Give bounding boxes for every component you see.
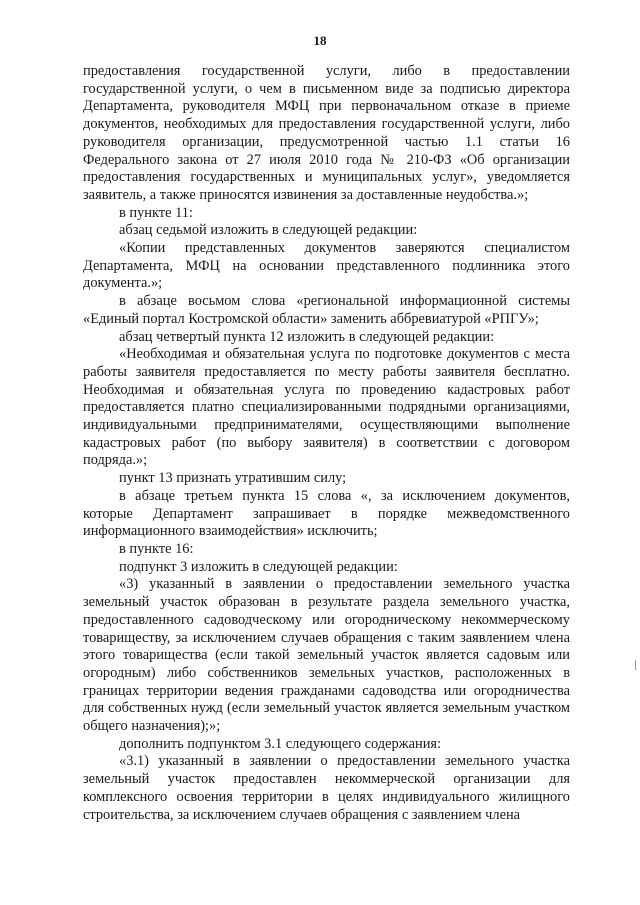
paragraph-point-11: в пункте 11:	[119, 204, 193, 221]
scan-edge-mark	[635, 660, 636, 670]
paragraph-subpoint-3-1-quote: «3.1) указанный в заявлении о предоставлении земельного участка земельный участок предоставлен некоммерческой организации для комплексного освоения территории в целях индивидуального жилищного строительства, за исключением случаев обращения с заявлением члена	[83, 753, 570, 823]
paragraph-point-15: в абзаце третьем пункта 15 слова «, за исключением документов, которые Департамент запрашивает в порядке межведомственного информационного взаимодействия» исключить;	[83, 487, 570, 540]
paragraph-point-13: пункт 13 признать утратившим силу;	[119, 470, 347, 487]
paragraph-seventh-clause: абзац седьмой изложить в следующей редакции:	[119, 222, 418, 239]
paragraph-subpoint-3-1-heading: дополнить подпунктом 3.1 следующего содержания:	[119, 735, 442, 752]
paragraph-continuation: предоставления государственной услуги, либо в предоставлении государственной услуги, о чем в письменном виде за подписью директора Департамента, руководителя МФЦ при первоначальном отказе в приеме документов, необходимых для предоставления государственной услуги, либо руководителя организации, предусмотренной частью 1.1 статьи 16 Федерального закона от 27 июля 2010 года № 210-ФЗ «Об организации предоставления государственных и муниципальных услуг», уведомляется заявитель, а также приносятся извинения за доставленные неудобства.»;	[83, 63, 570, 203]
paragraph-point-12: абзац четвертый пункта 12 изложить в следующей редакции:	[119, 328, 495, 345]
paragraph-required-service-quote: «Необходимая и обязательная услуга по подготовке документов с места работы заявителя предоставляется по месту работы заявителя бесплатно. Необходимая и обязательная услуга по проведению кадастровых работ предоставляется платно специализированными подрядными организациями, индивидуальными предпринимателями, осуществляющими выполнение кадастровых работ (по выбору заявителя) в соответствии с договором подряда.»;	[83, 346, 570, 469]
paragraph-subpoint-3-quote: «3) указанный в заявлении о предоставлении земельного участка земельный участок образован в результате раздела земельного участка, предоставленного садоводческому или огородническому некоммерческому товариществу, за исключением случаев обращения с таким заявлением члена этого товарищества (если такой земельный участок является садовым или огородным) либо собственников земельных участков, расположенных в границах территории ведения гражданами садоводства или огородничества для собственных нужд (если земельный участок является земельным участком общего назначения);»;	[83, 576, 570, 735]
paragraph-eighth-clause: в абзаце восьмом слова «региональной информационной системы «Единый портал Костромской области» заменить аббревиатурой «РПГУ»;	[83, 293, 570, 327]
document-body	[83, 63, 570, 824]
paragraph-copies-quote: «Копии представленных документов заверяются специалистом Департамента, МФЦ на основании представленного подлинника этого документа.»;	[83, 240, 570, 292]
paragraph-point-16: в пункте 16:	[119, 540, 194, 557]
paragraph-subpoint-3-heading: подпункт 3 изложить в следующей редакции:	[119, 558, 398, 575]
page-number: 18	[313, 33, 327, 48]
